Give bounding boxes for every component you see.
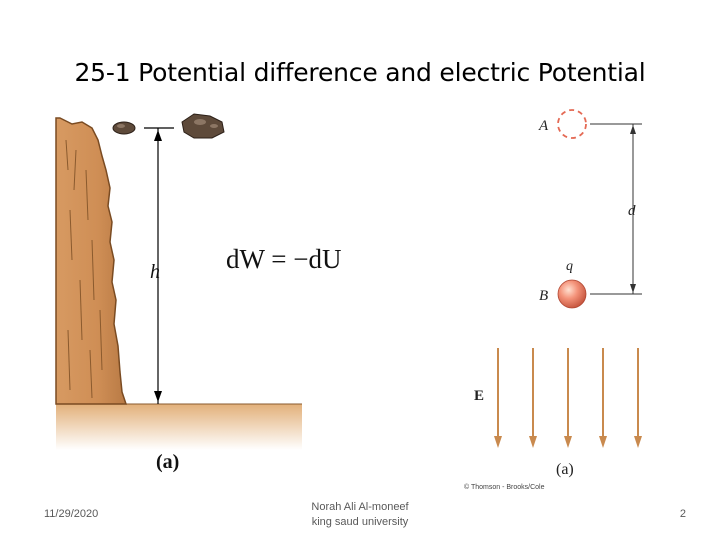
page-number: 2 (679, 508, 686, 520)
work-energy-equation: dW = −dU (226, 244, 342, 274)
footer-institution: king saud university (311, 516, 409, 528)
small-rock (113, 122, 135, 134)
point-a-label: A (539, 118, 549, 134)
falling-rock (182, 114, 224, 138)
charge-label: q (566, 259, 573, 274)
point-b-label: B (539, 288, 549, 304)
cliff (56, 118, 126, 404)
field-label: E (474, 388, 485, 404)
height-label: h (150, 261, 160, 283)
footer-author: Norah Ali Al-moneef (311, 501, 409, 513)
cliff-figure (52, 110, 302, 480)
electric-field-figure (462, 100, 672, 495)
point-a-circle (558, 110, 586, 138)
distance-label: d (628, 203, 636, 219)
field-lines (494, 348, 642, 448)
ground (56, 404, 302, 450)
publisher-credit: © Thomson - Brooks/Cole (464, 484, 545, 491)
footer-date: 11/29/2020 (44, 508, 99, 520)
footer-author-block (290, 500, 430, 530)
left-figure-caption: (a) (156, 451, 180, 473)
charge-q (558, 280, 586, 308)
slide-title: 25-1 Potential difference and electric Potential (74, 58, 646, 87)
right-figure-caption: (a) (556, 461, 574, 478)
